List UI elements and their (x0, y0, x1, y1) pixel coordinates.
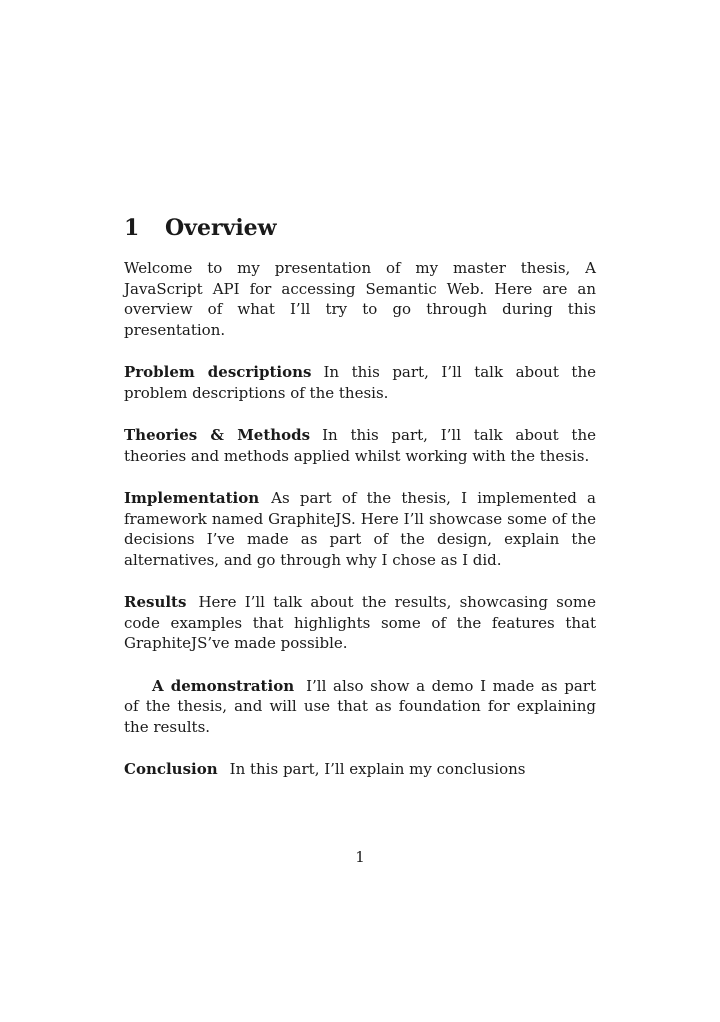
paragraph-text: In this part, I’ll talk about the problem descriptions of the thesis. (124, 363, 596, 402)
paragraph-implementation (124, 488, 596, 570)
paragraph-title: Problem descriptions (124, 363, 312, 381)
paragraph-results (124, 592, 596, 654)
intro-paragraph: Welcome to my presentation of my master thesis, A JavaScript API for accessing Semantic Web. Here are an overview of what I’ll try to go through during this presentation. (124, 259, 596, 339)
paragraph-title: A demonstration (152, 676, 295, 695)
paragraph-text: I’ll also show a demo I made as part of the thesis, and will use that as foundation for explaining the results. (124, 676, 596, 736)
paragraph-text: In this part, I’ll explain my conclusions (229, 760, 526, 778)
paragraph-text: As part of the thesis, I implemented a framework named GraphiteJS. Here I’ll showcase some of the decisions I’ve made as part of the design, explain the alternatives, and go through why I chose as I did. (124, 489, 596, 569)
paragraph-theories-methods (124, 425, 596, 466)
paragraph-text: In this part, I’ll talk about the theories and methods applied whilst working with the thesis. (124, 426, 596, 465)
section-heading (124, 214, 596, 242)
paragraph-title: Conclusion (124, 760, 218, 778)
paragraph-problem-descriptions (124, 362, 596, 403)
section-title: Overview (165, 215, 277, 241)
paragraph-title: Results (124, 593, 187, 611)
paragraph-text: Here I’ll talk about the results, showcasing some code examples that highlights some of the features that GraphiteJS’ve made possible. (124, 593, 596, 652)
document-page (124, 214, 596, 802)
section-number: 1 (124, 215, 140, 241)
paragraph-conclusion (124, 759, 596, 780)
page-number: 1 (355, 848, 365, 866)
paragraph-title: Theories & Methods (124, 426, 311, 444)
paragraph-title: Implementation (124, 489, 260, 507)
paragraph-demonstration (124, 676, 596, 738)
